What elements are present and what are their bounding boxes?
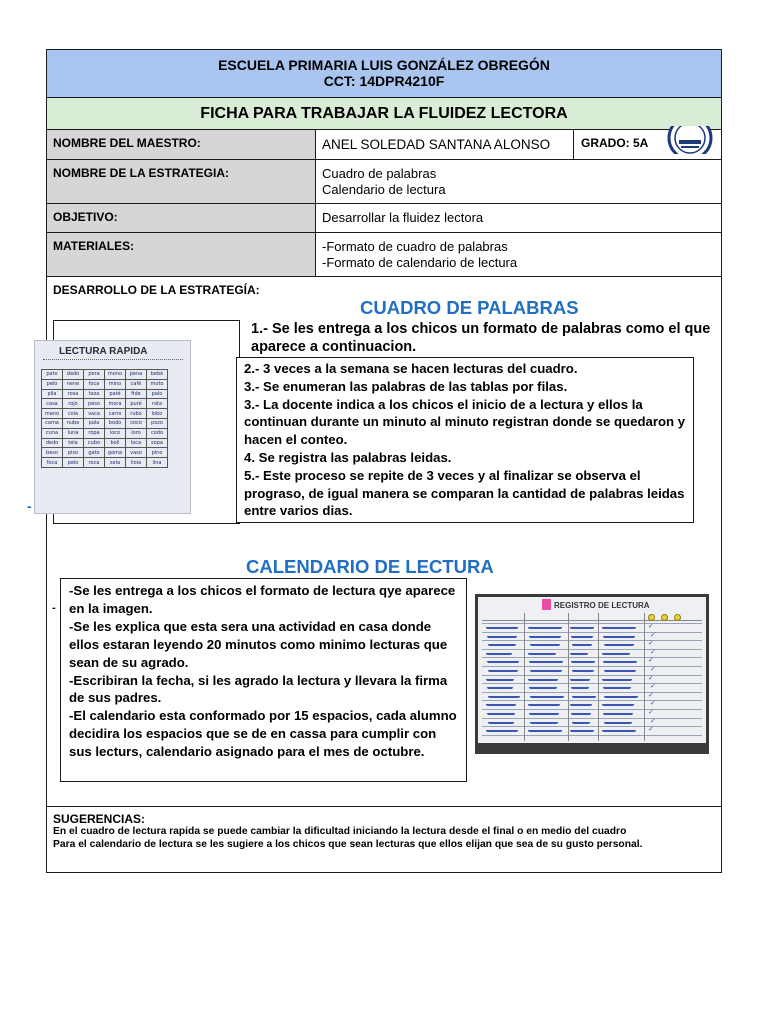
handwriting-stroke — [604, 667, 636, 672]
suggestions-section — [47, 806, 721, 872]
word-grid-cell: pena — [126, 370, 147, 380]
handwriting-stroke — [488, 641, 516, 646]
materials-value-1: -Formato de cuadro de palabras — [322, 239, 508, 254]
step-1-text: 1.- Se les entrega a los chicos un formato de palabras como el que aparece a continuacion. — [251, 321, 711, 355]
word-grid-cell: pino — [147, 448, 168, 458]
word-grid-cell: ropa — [84, 428, 105, 438]
word-grid-cell: rubo — [126, 409, 147, 419]
word-grid-cell: dedo — [42, 438, 63, 448]
log-col-line — [644, 613, 645, 741]
word-grid-cell: cola — [63, 409, 84, 419]
word-grid-cell: goma — [105, 448, 126, 458]
handwriting-stroke — [486, 727, 518, 732]
word-grid-cell: loca — [126, 438, 147, 448]
calendar-title: CALENDARIO DE LECTURA — [246, 556, 494, 577]
word-grid-cell: taza — [84, 389, 105, 399]
word-grid-cell: nube — [63, 418, 84, 428]
strategy-value-2: Calendario de lectura — [322, 182, 446, 197]
handwriting-stroke — [604, 719, 632, 724]
check-mark-icon: ✓ — [650, 666, 656, 673]
log-col-line — [524, 613, 525, 741]
handwriting-stroke — [570, 701, 592, 706]
word-grid-cell: loco — [105, 428, 126, 438]
word-grid-cell: pila — [42, 389, 63, 399]
handwriting-stroke — [602, 624, 636, 629]
left-dash-mark: - — [27, 498, 32, 514]
word-grid-row — [42, 399, 168, 409]
word-grid-cell: mono — [105, 370, 126, 380]
check-mark-icon: ✓ — [650, 648, 656, 656]
sad-face-icon — [674, 614, 681, 621]
handwriting-stroke — [530, 667, 562, 672]
log-rule-line — [482, 718, 702, 719]
word-grid-cell: puré — [126, 399, 147, 409]
word-grid-cell: codo — [147, 428, 168, 438]
objective-value: Desarrollar la fluidez lectora — [322, 210, 484, 225]
pink-sticker — [542, 599, 551, 610]
teacher-label: NOMBRE DEL MAESTRO: — [47, 130, 316, 159]
handwriting-stroke — [570, 650, 588, 655]
word-grid-cell: moto — [147, 379, 168, 389]
calendar-item: -Se les explica que esta sera una actividad en casa donde ellos estaran leyendo 20 minutos como minimo lecturas que sean de su agrado. — [69, 618, 448, 670]
calendar-instructions-box — [60, 578, 467, 782]
word-grid-cell: tela — [63, 438, 84, 448]
handwriting-stroke — [529, 684, 557, 689]
word-grid-cell: nene — [63, 379, 84, 389]
reading-log-header-row — [482, 613, 702, 621]
handwriting-stroke — [487, 658, 519, 663]
word-grid-cell: sopa — [147, 438, 168, 448]
word-grid-row — [42, 438, 168, 448]
handwriting-stroke — [603, 658, 637, 663]
school-cct: CCT: 14DPR4210F — [323, 73, 445, 89]
word-grid-cell: coco — [126, 418, 147, 428]
reading-log-photo-title: REGISTRO DE LECTURA — [554, 601, 650, 610]
check-mark-icon: ✓ — [648, 674, 654, 682]
word-grid-cell: bebé — [147, 370, 168, 380]
materials-row — [47, 233, 721, 277]
handwriting-stroke — [571, 658, 595, 663]
check-mark-icon: ✓ — [648, 640, 654, 648]
word-grid-cell: sela — [105, 458, 126, 468]
word-grid-cell: pato — [42, 370, 63, 380]
log-rule-line — [482, 735, 702, 736]
handwriting-stroke — [602, 727, 636, 732]
handwriting-stroke — [530, 719, 558, 724]
teacher-row — [47, 130, 721, 160]
word-grid-cell: mora — [105, 399, 126, 409]
handwriting-stroke — [530, 641, 560, 646]
log-rule-line — [482, 683, 702, 684]
word-grid-cell: rata — [147, 399, 168, 409]
school-seal-icon — [667, 126, 713, 154]
handwriting-stroke — [604, 641, 634, 646]
reading-worksheet-photo — [34, 340, 191, 514]
word-grid-cell: beso — [42, 448, 63, 458]
handwriting-stroke — [572, 719, 590, 724]
log-rule-line — [482, 709, 702, 710]
neutral-face-icon — [661, 614, 668, 621]
handwriting-stroke — [530, 693, 564, 698]
handwriting-stroke — [486, 676, 514, 681]
handwriting-stroke — [572, 641, 592, 646]
objective-label: OBJETIVO: — [47, 204, 316, 232]
handwriting-stroke — [528, 624, 562, 629]
strategy-values — [316, 160, 721, 203]
handwriting-stroke — [604, 693, 638, 698]
handwriting-stroke — [571, 633, 593, 638]
word-grid-cell: vaso — [126, 448, 147, 458]
word-grid-cell: foca — [42, 458, 63, 468]
word-grid-row — [42, 370, 168, 380]
check-mark-icon: ✓ — [650, 631, 656, 639]
log-rule-line — [482, 649, 702, 650]
calendar-item: -El calendario esta conformado por 15 espacios, cada alumno decidira los espacios que se de en cassa para cumplir con sus lecturs, calendario asignado para el mes de octubre. — [69, 708, 457, 760]
handwriting-stroke — [571, 684, 589, 689]
handwriting-stroke — [488, 693, 520, 698]
handwriting-stroke — [602, 701, 634, 706]
word-grid-cell: boli — [105, 438, 126, 448]
steps-box — [236, 357, 694, 523]
word-grid-row — [42, 448, 168, 458]
word-grid-cell: gato — [84, 448, 105, 458]
log-col-line — [598, 613, 599, 741]
handwriting-stroke — [570, 624, 594, 629]
word-grid-row — [42, 389, 168, 399]
school-name: ESCUELA PRIMARIA LUIS GONZÁLEZ OBREGÓN — [218, 57, 550, 73]
handwriting-stroke — [602, 650, 630, 655]
word-grid-cell: roca — [84, 458, 105, 468]
word-grid-row — [42, 409, 168, 419]
handwriting-stroke — [528, 701, 560, 706]
word-grid-row — [42, 458, 168, 468]
calendar-item: -Se les entrega a los chicos el formato de lectura qye aparece en la imagen. — [69, 583, 456, 616]
check-mark-icon: ✓ — [648, 726, 654, 734]
worksheet-subline — [43, 359, 183, 364]
handwriting-stroke — [571, 710, 591, 715]
log-rule-line — [482, 675, 702, 676]
word-grid-cell: foca — [84, 379, 105, 389]
handwriting-stroke — [602, 676, 632, 681]
sheet-title: FICHA PARA TRABAJAR LA FLUIDEZ LECTORA — [47, 98, 721, 130]
suggestions-label: SUGERENCIAS: — [53, 812, 146, 826]
grade-label: GRADO: 5A — [581, 136, 649, 150]
left-dash-mark-2: - — [52, 602, 56, 614]
strategy-value-1: Cuadro de palabras — [322, 166, 437, 181]
check-mark-icon: ✓ — [648, 657, 654, 665]
handwriting-stroke — [603, 710, 633, 715]
handwriting-stroke — [528, 650, 556, 655]
handwriting-stroke — [486, 701, 516, 706]
teacher-name: ANEL SOLEDAD SANTANA ALONSO — [316, 130, 574, 159]
word-grid-cell: paté — [105, 389, 126, 399]
handwriting-stroke — [488, 667, 518, 672]
word-grid-cell: lobo — [147, 409, 168, 419]
handwriting-stroke — [529, 710, 559, 715]
calendar-item: -Escribiran la fecha, si les agrado la lectura y llevara la firma de sus padres. — [69, 672, 448, 706]
handwriting-stroke — [528, 727, 562, 732]
word-grid-cell: café — [126, 379, 147, 389]
handwriting-stroke — [603, 684, 631, 689]
worksheet-photo-title: LECTURA RAPIDA — [59, 346, 148, 357]
check-mark-icon: ✓ — [650, 700, 656, 708]
handwriting-stroke — [487, 633, 517, 638]
log-col-line — [568, 613, 569, 741]
step-item: 3.- Se enumeran las palabras de las tablas por filas. — [244, 378, 568, 394]
word-grid-cell: rosa — [63, 389, 84, 399]
word-grid-cell: loro — [126, 428, 147, 438]
handwriting-stroke — [528, 676, 558, 681]
word-grid-cell: pala — [84, 418, 105, 428]
word-grid-cell: luna — [63, 428, 84, 438]
materials-label: MATERIALES: — [47, 233, 316, 276]
word-grid-row — [42, 418, 168, 428]
handwriting-stroke — [488, 719, 514, 724]
handwriting-stroke — [529, 658, 563, 663]
word-grid-cell: mano — [42, 409, 63, 419]
check-mark-icon: ✓ — [648, 691, 654, 699]
word-grid-cell: fide — [126, 389, 147, 399]
check-mark-icon: ✓ — [650, 683, 656, 691]
school-header — [47, 50, 721, 98]
word-grid-cell: cuna — [42, 428, 63, 438]
handwriting-stroke — [572, 667, 594, 672]
development-label: DESARROLLO DE LA ESTRATEGÍA: — [53, 283, 260, 297]
step-item: 3.- La docente indica a los chicos el inicio de a lectura y ellos la continuan durante un minuto al minuto registran donde se quedaron y hacen el conteo. — [244, 396, 686, 448]
word-grid-cell: peso — [84, 399, 105, 409]
step-item: 2.- 3 veces a la semana se hacen lecturas del cuadro. — [244, 361, 578, 376]
suggestion-line: En el cuadro de lectura rapida se puede cambiar la dificultad iniciando la lectura desde el final o en medio del cuadro — [53, 826, 627, 837]
check-mark-icon: ✓ — [650, 717, 656, 725]
check-mark-icon: ✓ — [648, 709, 654, 716]
word-grid-table — [41, 369, 168, 468]
check-mark-icon: ✓ — [648, 623, 654, 630]
step-item: 4. Se registra las palabras leidas. — [244, 449, 452, 465]
objective-row — [47, 204, 721, 233]
handwriting-stroke — [603, 633, 635, 638]
strategy-label: NOMBRE DE LA ESTRATEGIA: — [47, 160, 316, 203]
word-grid-row — [42, 379, 168, 389]
suggestion-line: Para el calendario de lectura se les sugiere a los chicos que sean lecturas que ellos elijan que sea de su gusto personal. — [53, 838, 643, 850]
word-grid-cell: lloia — [126, 458, 147, 468]
reading-log-photo — [475, 594, 709, 754]
word-grid-cell: cama — [42, 418, 63, 428]
handwriting-stroke — [486, 650, 512, 655]
happy-face-icon — [648, 614, 655, 621]
word-grid-row — [42, 428, 168, 438]
handwriting-stroke — [570, 727, 594, 732]
word-grid-cell: cubo — [84, 438, 105, 448]
word-grid-cell: casa — [42, 399, 63, 409]
handwriting-stroke — [487, 710, 515, 715]
handwriting-stroke — [486, 624, 518, 629]
handwriting-stroke — [529, 633, 561, 638]
word-grid-cell: vaca — [84, 409, 105, 419]
step-item: 5.- Este proceso se repite de 3 veces y al finalizar se observa el prograso, de igual manera se comparan la cantidad de palabras leidas entre varios dias. — [244, 467, 685, 519]
word-grid-cell: rojo — [63, 399, 84, 409]
word-grid-cell: carro — [105, 409, 126, 419]
word-grid-cell: pelo — [42, 379, 63, 389]
strategy-row — [47, 160, 721, 204]
word-grid-cell: bodo — [105, 418, 126, 428]
word-grid-cell: pelo — [63, 458, 84, 468]
word-grid-cell: mino — [105, 379, 126, 389]
word-grid-cell: piso — [63, 448, 84, 458]
word-grid-cell: lina — [147, 458, 168, 468]
word-grid-title: CUADRO DE PALABRAS — [360, 297, 579, 318]
handwriting-stroke — [572, 693, 596, 698]
handwriting-stroke — [570, 676, 590, 681]
word-grid-cell: dado — [63, 370, 84, 380]
word-grid-cell: pozo — [147, 418, 168, 428]
word-grid-cell: palo — [147, 389, 168, 399]
reading-log-paper — [478, 597, 706, 743]
handwriting-stroke — [487, 684, 513, 689]
materials-values — [316, 233, 721, 276]
word-grid-cell: pera — [84, 370, 105, 380]
materials-value-2: -Formato de calendario de lectura — [322, 255, 518, 270]
